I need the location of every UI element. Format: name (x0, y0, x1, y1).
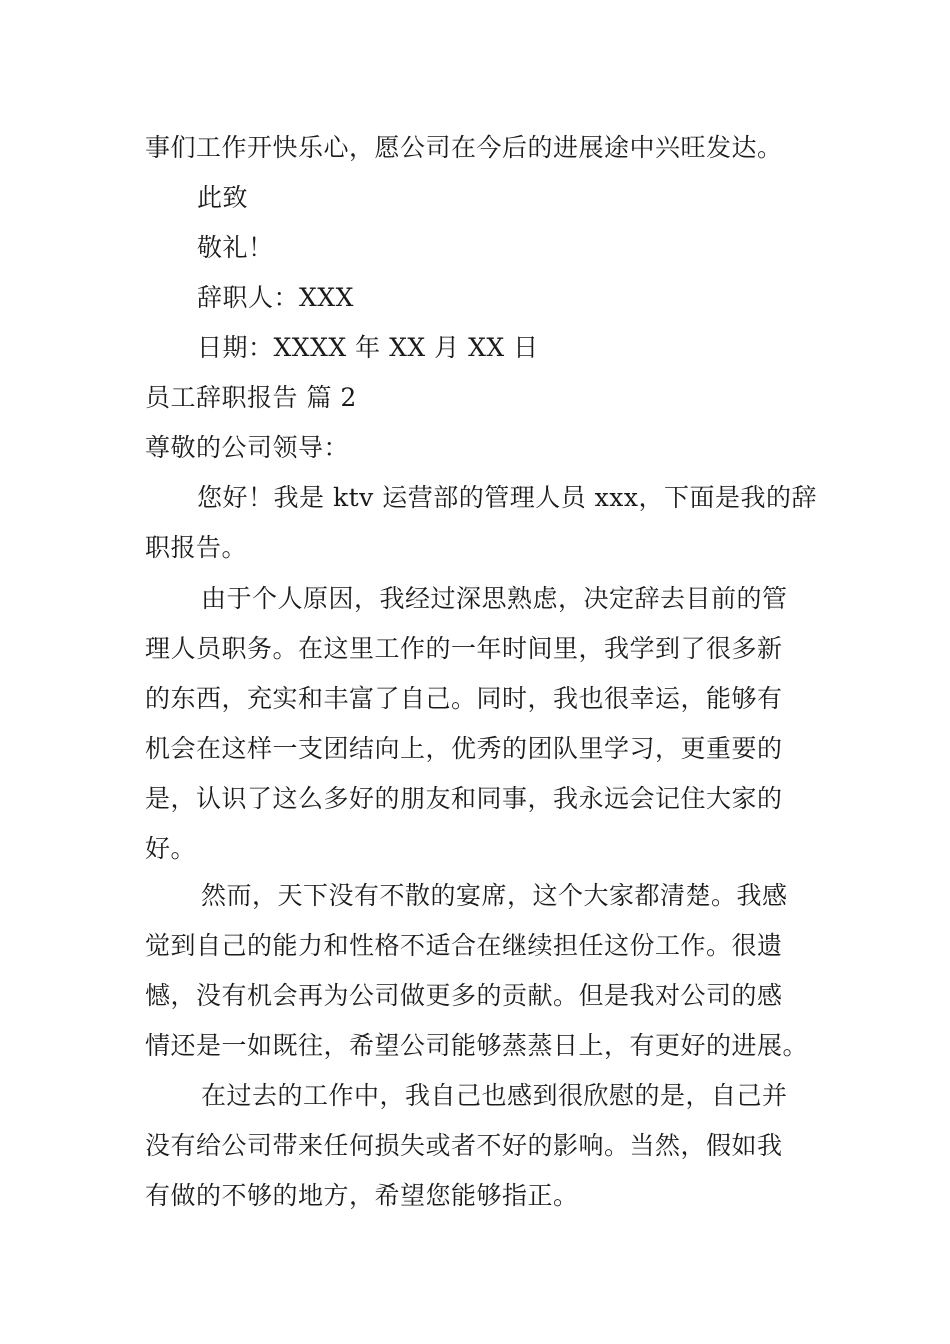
paragraph-line: 理人员职务。在这里工作的一年时间里，我学到了很多新 (145, 634, 783, 663)
closing-regards: 敬礼！ (197, 233, 274, 262)
paragraph-line: 的东西，充实和丰富了自己。同时，我也很幸运，能够有 (145, 684, 783, 713)
paragraph-line: 有做的不够的地方，希望您能够指正。 (145, 1181, 579, 1210)
paragraph-line: 事们工作开快乐心，愿公司在今后的进展途中兴旺发达。 (145, 133, 783, 162)
paragraph-line: 憾，没有机会再为公司做更多的贡献。但是我对公司的感 (145, 981, 783, 1010)
signature-date: 日期：XXXX 年 XX 月 XX 日 (197, 333, 539, 362)
closing-salutation: 此致 (197, 183, 249, 212)
paragraph-line: 没有给公司带来任何损失或者不好的影响。当然，假如我 (145, 1131, 783, 1160)
paragraph-line: 机会在这样一支团结向上，优秀的团队里学习，更重要的 (145, 734, 783, 763)
paragraph-line: 您好！我是 ktv 运营部的管理人员 xxx，下面是我的辞 (197, 483, 817, 512)
letter-greeting: 尊敬的公司领导： (145, 433, 350, 462)
paragraph-line: 情还是一如既往，希望公司能够蒸蒸日上，有更好的进展。 (145, 1031, 809, 1060)
paragraph-line: 好。 (145, 834, 197, 863)
resignee-name: 辞职人：XXX (197, 283, 354, 312)
paragraph-line: 然而，天下没有不散的宴席，这个大家都清楚。我感 (201, 881, 788, 910)
paragraph-line: 由于个人原因，我经过深思熟虑，决定辞去目前的管 (201, 584, 788, 613)
paragraph-line: 觉到自己的能力和性格不适合在继续担任这份工作。很遗 (145, 931, 783, 960)
section-heading: 员工辞职报告 篇 2 (145, 383, 357, 412)
paragraph-line: 是，认识了这么多好的朋友和同事，我永远会记住大家的 (145, 784, 783, 813)
paragraph-line: 在过去的工作中，我自己也感到很欣慰的是，自己并 (201, 1081, 788, 1110)
paragraph-line: 职报告。 (145, 533, 248, 562)
